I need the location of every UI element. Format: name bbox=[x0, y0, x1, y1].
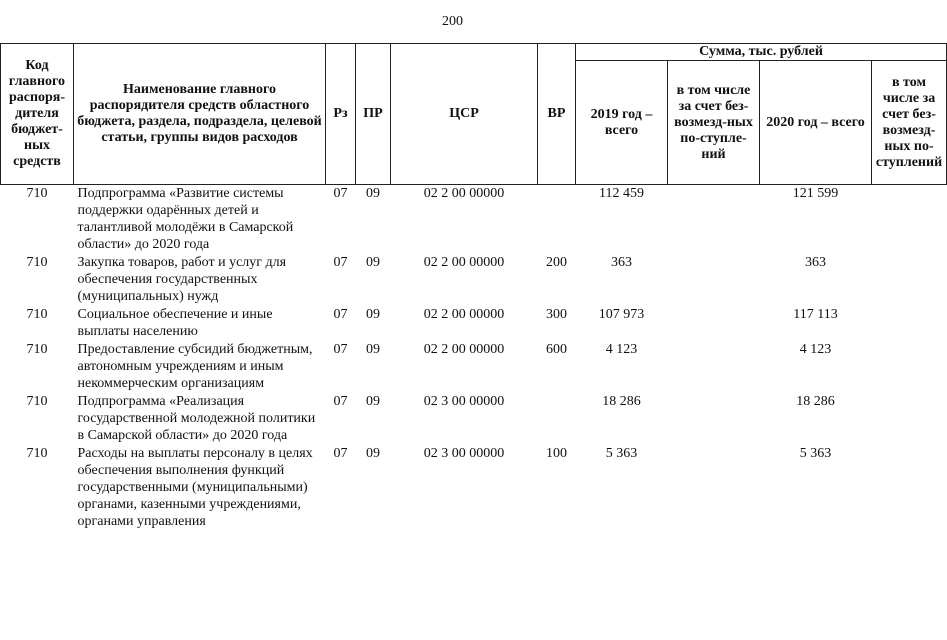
header-2019-total: 2019 год – всего bbox=[576, 61, 668, 185]
header-sum-group: Сумма, тыс. рублей bbox=[576, 44, 947, 61]
cell-2020-total: 117 113 bbox=[793, 307, 838, 322]
cell-name: Расходы на выплаты персоналу в целях обеспечения выполнения функций государственными (муниципальными) органами, казенными учреждениями, органами управления bbox=[77, 446, 313, 529]
header-2019-gratuitous: в том числе за счет без-возмезд-ных по-ступле-ний bbox=[668, 61, 760, 185]
cell-2019-total: 363 bbox=[611, 255, 632, 270]
cell-2019-total: 107 973 bbox=[598, 307, 645, 322]
cell-2019-gratuitous bbox=[668, 185, 760, 254]
cell-2020-total: 18 286 bbox=[796, 394, 835, 409]
cell-csr: 02 3 00 00000 bbox=[423, 446, 505, 461]
cell-vr: 100 bbox=[546, 446, 567, 461]
cell-2019-gratuitous bbox=[668, 253, 760, 305]
table-row bbox=[1, 253, 947, 305]
cell-pr: 09 bbox=[366, 446, 380, 461]
cell-code: 710 bbox=[26, 255, 48, 270]
cell-2019-gratuitous bbox=[668, 340, 760, 392]
cell-csr: 02 2 00 00000 bbox=[423, 342, 505, 357]
cell-vr bbox=[538, 185, 576, 254]
header-pr: ПР bbox=[356, 44, 391, 185]
header-2020-total: 2020 год – всего bbox=[760, 61, 872, 185]
cell-csr: 02 3 00 00000 bbox=[423, 394, 505, 409]
cell-2019-total: 5 363 bbox=[605, 446, 638, 461]
table-row bbox=[1, 340, 947, 392]
cell-2020-gratuitous bbox=[872, 305, 947, 340]
cell-rz: 07 bbox=[333, 307, 348, 322]
cell-vr bbox=[538, 392, 576, 444]
header-code: Код главного распоря-дителя бюджет-ных средств bbox=[1, 44, 74, 185]
cell-2020-gratuitous bbox=[872, 253, 947, 305]
cell-vr: 300 bbox=[546, 307, 567, 322]
cell-2019-total: 4 123 bbox=[605, 342, 638, 357]
page-number: 200 bbox=[442, 14, 463, 29]
budget-table bbox=[0, 43, 947, 530]
cell-2019-gratuitous bbox=[668, 392, 760, 444]
cell-2020-gratuitous bbox=[872, 185, 947, 254]
cell-vr: 600 bbox=[546, 342, 567, 357]
cell-rz: 07 bbox=[333, 342, 348, 357]
cell-2020-gratuitous bbox=[872, 392, 947, 444]
table-row bbox=[1, 305, 947, 340]
cell-csr: 02 2 00 00000 bbox=[423, 307, 505, 322]
cell-2020-gratuitous bbox=[872, 444, 947, 530]
cell-2019-gratuitous bbox=[668, 305, 760, 340]
header-name: Наименование главного распорядителя средств областного бюджета, раздела, подраздела, целевой статьи, группы видов расходов bbox=[74, 44, 326, 185]
cell-2020-total: 5 363 bbox=[799, 446, 832, 461]
cell-2019-gratuitous bbox=[668, 444, 760, 530]
cell-pr: 09 bbox=[366, 307, 380, 322]
cell-rz: 07 bbox=[333, 186, 348, 201]
cell-rz: 07 bbox=[333, 255, 348, 270]
cell-vr: 200 bbox=[546, 255, 567, 270]
cell-name: Подпрограмма «Реализация государственной молодежной политики в Самарской области» до 2020 года bbox=[77, 394, 316, 443]
table-row bbox=[1, 392, 947, 444]
cell-code: 710 bbox=[26, 307, 48, 322]
cell-pr: 09 bbox=[366, 342, 380, 357]
cell-pr: 09 bbox=[366, 186, 380, 201]
cell-2019-total: 112 459 bbox=[599, 186, 644, 201]
table-row bbox=[1, 444, 947, 530]
cell-2019-total: 18 286 bbox=[602, 394, 641, 409]
cell-name: Социальное обеспечение и иные выплаты населению bbox=[77, 307, 273, 339]
header-rz: Рз bbox=[326, 44, 356, 185]
cell-2020-total: 363 bbox=[805, 255, 826, 270]
cell-code: 710 bbox=[26, 394, 48, 409]
cell-pr: 09 bbox=[366, 255, 380, 270]
cell-code: 710 bbox=[26, 186, 48, 201]
cell-pr: 09 bbox=[366, 394, 380, 409]
cell-name: Закупка товаров, работ и услуг для обеспечения государственных (муниципальных) нужд bbox=[77, 255, 287, 304]
cell-name: Подпрограмма «Развитие системы поддержки одарённых детей и талантливой молодёжи в Самарской области» до 2020 года bbox=[77, 186, 294, 252]
cell-rz: 07 bbox=[333, 394, 348, 409]
cell-code: 710 bbox=[26, 342, 48, 357]
header-2020-gratuitous: в том числе за счет без-возмезд-ных по-ступлений bbox=[872, 61, 947, 185]
cell-2020-total: 4 123 bbox=[799, 342, 832, 357]
cell-name: Предоставление субсидий бюджетным, автономным учреждениям и иным некоммерческим организациям bbox=[77, 342, 313, 391]
header-vr: ВР bbox=[538, 44, 576, 185]
cell-2020-total: 121 599 bbox=[792, 186, 839, 201]
cell-rz: 07 bbox=[333, 446, 348, 461]
cell-code: 710 bbox=[26, 446, 48, 461]
cell-csr: 02 2 00 00000 bbox=[423, 186, 505, 201]
header-csr: ЦСР bbox=[391, 44, 538, 185]
table-row bbox=[1, 185, 947, 254]
cell-csr: 02 2 00 00000 bbox=[423, 255, 505, 270]
cell-2020-gratuitous bbox=[872, 340, 947, 392]
